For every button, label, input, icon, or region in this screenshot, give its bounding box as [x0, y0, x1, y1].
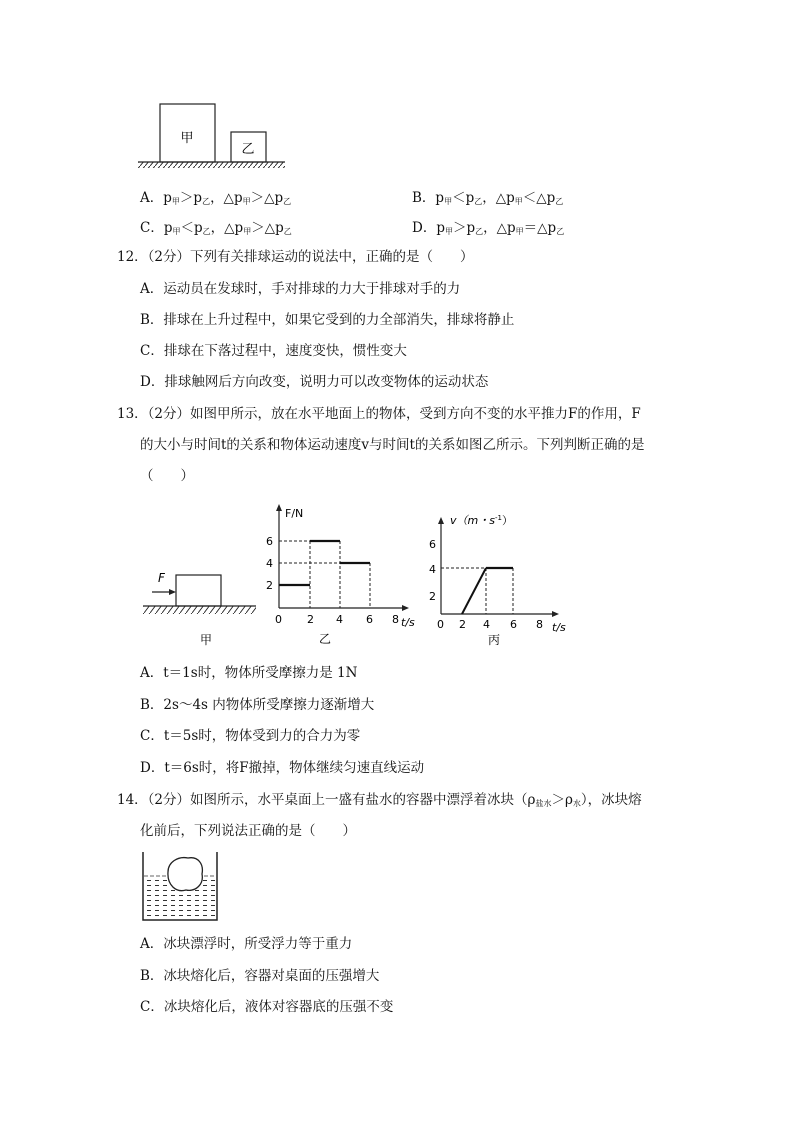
q13-option-d[interactable]: D．t＝6s时，将F撤掉，物体继续匀速直线运动 [140, 760, 425, 776]
q11-option-d-text: $p_甲>p_乙$，$\triangle p_甲=\triangle p_乙$ [436, 220, 565, 236]
q11-option-c-text: $p_甲<p_乙$，$\triangle p_甲>\triangle p_乙$ [163, 220, 292, 236]
q11-option-b-text: $p_甲<p_乙$，$\triangle p_甲<\triangle p_乙$ [435, 190, 564, 206]
yi-xtick-6: 6 [366, 613, 373, 626]
yi-ylabel: F/N [285, 507, 304, 520]
bing-ytick-6: 6 [429, 538, 436, 551]
fig-bing-caption: 丙 [487, 633, 501, 647]
q14-option-b[interactable]: B．冰块熔化后，容器对桌面的压强增大 [140, 968, 380, 984]
q14-option-a[interactable]: A．冰块漂浮时，所受浮力等于重力 [140, 936, 353, 952]
q11-option-a-text: $p_甲>p_乙$，$\triangle p_甲>\triangle p_乙$ [163, 190, 292, 206]
q11-option-c[interactable]: C．$p_甲<p_乙$，$\triangle p_甲>\triangle p_乙$ [140, 220, 292, 236]
q11-option-d[interactable]: D．$p_甲>p_乙$，$\triangle p_甲=\triangle p_乙$ [412, 220, 565, 236]
q12-stem: 12．（2分）下列有关排球运动的说法中，正确的是（ ） [117, 249, 474, 265]
q13-stem-line2: 的大小与时间t的关系和物体运动速度v与时间t的关系如图乙所示。下列判断正确的是 [140, 437, 645, 453]
yi-xlabel: t/s [401, 616, 415, 629]
yi-ytick-6: 6 [266, 535, 273, 548]
q11-option-b[interactable]: B．$p_甲<p_乙$，$\triangle p_甲<\triangle p_乙$ [412, 190, 564, 206]
q12-option-c[interactable]: C．排球在下落过程中，速度变快，惯性变大 [140, 343, 407, 359]
q14-figure-container [138, 848, 228, 926]
bing-xtick-6: 6 [510, 618, 517, 631]
q14-option-c[interactable]: C．冰块熔化后，液体对容器底的压强不变 [140, 999, 394, 1015]
q13-figure-jia [138, 565, 263, 650]
yi-ytick-2: 2 [266, 579, 273, 592]
ice-block [168, 858, 202, 891]
block-yi-label: 乙 [241, 142, 255, 157]
q14-stem-line2: 化前后，下列说法正确的是（ ） [140, 823, 356, 839]
bing-xlabel: t/s [552, 621, 566, 634]
q13-figure-yi-ft-graph [262, 500, 422, 650]
yi-y-arrow [276, 504, 282, 511]
yi-ytick-4: 4 [266, 557, 273, 570]
ground-hatch [138, 162, 285, 168]
q14-stem-line1: 14．（2分）如图所示，水平桌面上一盛有盐水的容器中漂浮着冰块$(\rho_{盐水}>\rho_水)$，冰块熔 [117, 792, 642, 808]
yi-x-arrow [402, 605, 409, 611]
block-jia-label: 甲 [180, 131, 194, 146]
bing-ylabel: v（m・$s^{-1}$） [450, 514, 513, 527]
q11-figure [135, 100, 295, 172]
bing-xtick-0: 0 [437, 618, 444, 631]
bing-xtick-8: 8 [536, 618, 543, 631]
force-arrow-head [169, 589, 176, 595]
q13-option-a[interactable]: A．t＝1s时，物体所受摩擦力是 1N [140, 665, 358, 681]
fig-jia-caption: 甲 [199, 633, 213, 647]
force-label: F [158, 571, 165, 585]
bing-xtick-4: 4 [483, 618, 490, 631]
bing-ytick-2: 2 [429, 590, 436, 603]
q12-option-b[interactable]: B．排球在上升过程中，如果它受到的力全部消失，排球将静止 [140, 312, 515, 328]
q12-option-d[interactable]: D．排球触网后方向改变，说明力可以改变物体的运动状态 [140, 374, 489, 390]
q13-option-b[interactable]: B．2s～4s 内物体所受摩擦力逐渐增大 [140, 697, 375, 713]
yi-xtick-4: 4 [336, 613, 343, 626]
q13-figure-bing-vt-graph [424, 505, 579, 650]
fig-yi-caption: 乙 [318, 632, 332, 646]
q11-option-a[interactable]: A．$p_甲>p_乙$，$\triangle p_甲>\triangle p_乙$ [140, 190, 292, 206]
bing-x-arrow [552, 611, 559, 617]
q13-option-c[interactable]: C．t＝5s时，物体受到力的合力为零 [140, 728, 361, 744]
q13-stem-line1: 13．（2分）如图甲所示，放在水平地面上的物体，受到方向不变的水平推力F的作用，F [117, 406, 641, 422]
yi-xtick-0: 0 [275, 613, 282, 626]
yi-xtick-8: 8 [392, 613, 399, 626]
ground-hatch-13 [143, 606, 256, 614]
q13-stem-line3: （ ） [140, 468, 194, 484]
pushed-block [176, 575, 221, 606]
q12-option-a[interactable]: A．运动员在发球时，手对排球的力大于排球对手的力 [140, 281, 461, 297]
yi-xtick-2: 2 [307, 613, 314, 626]
bing-y-arrow [438, 517, 444, 524]
bing-ytick-4: 4 [429, 563, 436, 576]
bing-xtick-2: 2 [459, 618, 466, 631]
bing-segment-2-4 [462, 568, 486, 614]
